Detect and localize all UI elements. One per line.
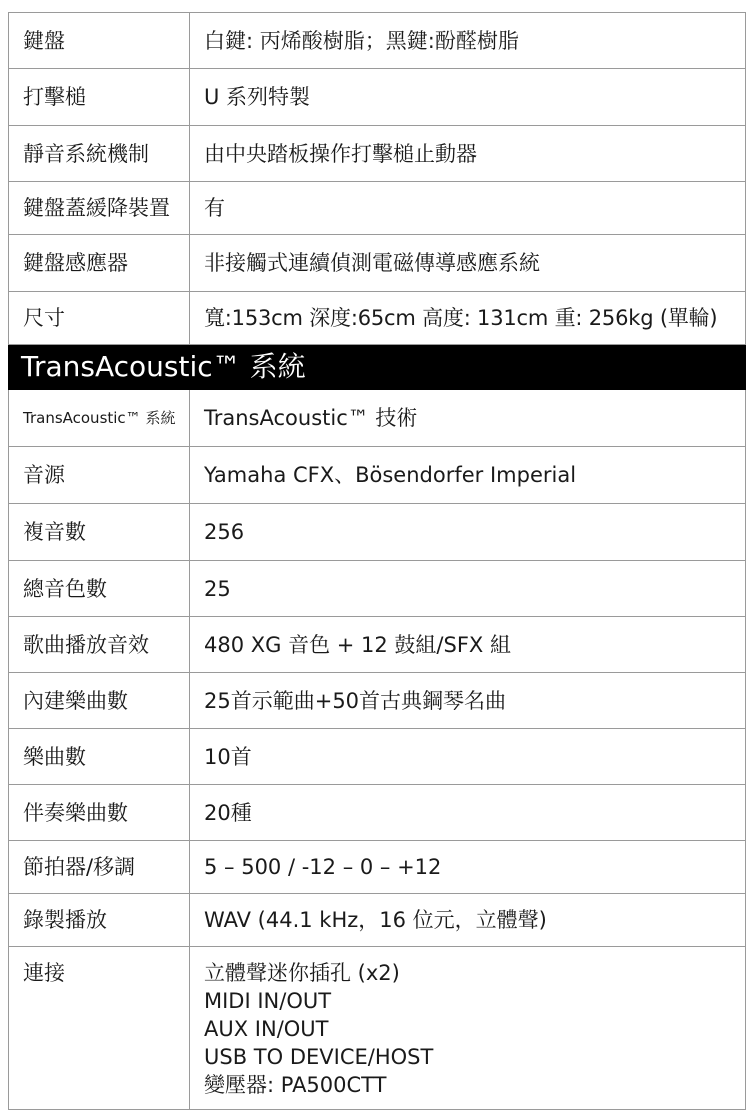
spec-row-connectivity — [9, 947, 746, 1110]
spec-value: 有 — [190, 182, 746, 235]
spec-row-hammer — [9, 69, 746, 126]
spec-row-voices — [9, 561, 746, 617]
spec-row-songs — [9, 729, 746, 785]
spec-value: Yamaha CFX、Bösendorfer Imperial — [190, 447, 746, 504]
spec-label: 樂曲數 — [9, 729, 190, 785]
spec-value: 20種 — [190, 785, 746, 841]
spec-label: 錄製播放 — [9, 894, 190, 947]
section-title: TransAcoustic™ 系統 — [9, 345, 746, 390]
spec-table — [8, 12, 746, 1110]
spec-row-polyphony — [9, 504, 746, 561]
spec-label: 連接 — [9, 947, 190, 1110]
spec-label: 總音色數 — [9, 561, 190, 617]
spec-label: 複音數 — [9, 504, 190, 561]
spec-row-song-playback-voices — [9, 617, 746, 673]
spec-value: 10首 — [190, 729, 746, 785]
spec-label: 鍵盤感應器 — [9, 235, 190, 292]
spec-label: 尺寸 — [9, 292, 190, 345]
spec-value: 非接觸式連續偵測電磁傳導感應系統 — [190, 235, 746, 292]
spec-row-transacoustic — [9, 390, 746, 447]
spec-label: 鍵盤蓋緩降裝置 — [9, 182, 190, 235]
spec-label: 歌曲播放音效 — [9, 617, 190, 673]
spec-row-preset-songs — [9, 673, 746, 729]
connect-line: USB TO DEVICE/HOST — [204, 1045, 434, 1069]
spec-row-key-sensor — [9, 235, 746, 292]
spec-row-tone-source — [9, 447, 746, 504]
spec-row-accompaniment — [9, 785, 746, 841]
spec-label: 伴奏樂曲數 — [9, 785, 190, 841]
connect-line: 立體聲迷你插孔 (x2) — [204, 961, 400, 985]
spec-label: 打擊槌 — [9, 69, 190, 126]
connect-line: 變壓器: PA500CTT — [204, 1073, 387, 1097]
spec-label: 鍵盤 — [9, 13, 190, 69]
spec-value: U 系列特製 — [190, 69, 746, 126]
spec-row-metronome-transpose — [9, 841, 746, 894]
spec-row-dimensions — [9, 292, 746, 345]
spec-value: 白鍵: 丙烯酸樹脂；黑鍵:酚醛樹脂 — [190, 13, 746, 69]
spec-label: TransAcoustic™ 系統 — [9, 390, 190, 447]
spec-value: 25 — [190, 561, 746, 617]
spec-label: 內建樂曲數 — [9, 673, 190, 729]
connect-line: AUX IN/OUT — [204, 1017, 329, 1041]
spec-value: TransAcoustic™ 技術 — [190, 390, 746, 447]
spec-row-soft-close-fallboard — [9, 182, 746, 235]
spec-row-recording — [9, 894, 746, 947]
spec-value: 5 – 500 / -12 – 0 – +12 — [190, 841, 746, 894]
spec-value-list — [190, 947, 746, 1110]
spec-label: 節拍器/移調 — [9, 841, 190, 894]
spec-label: 音源 — [9, 447, 190, 504]
spec-label: 靜音系統機制 — [9, 126, 190, 182]
connect-line: MIDI IN/OUT — [204, 989, 332, 1013]
spec-row-silent-system — [9, 126, 746, 182]
spec-row-keyboard — [9, 13, 746, 69]
spec-value: 480 XG 音色 + 12 鼓組/SFX 組 — [190, 617, 746, 673]
spec-value: 寬:153cm 深度:65cm 高度: 131cm 重: 256kg (單輪) — [190, 292, 746, 345]
spec-value: WAV (44.1 kHz，16 位元，立體聲) — [190, 894, 746, 947]
spec-value: 25首示範曲+50首古典鋼琴名曲 — [190, 673, 746, 729]
section-header-row — [9, 345, 746, 390]
spec-value: 256 — [190, 504, 746, 561]
spec-value: 由中央踏板操作打擊槌止動器 — [190, 126, 746, 182]
